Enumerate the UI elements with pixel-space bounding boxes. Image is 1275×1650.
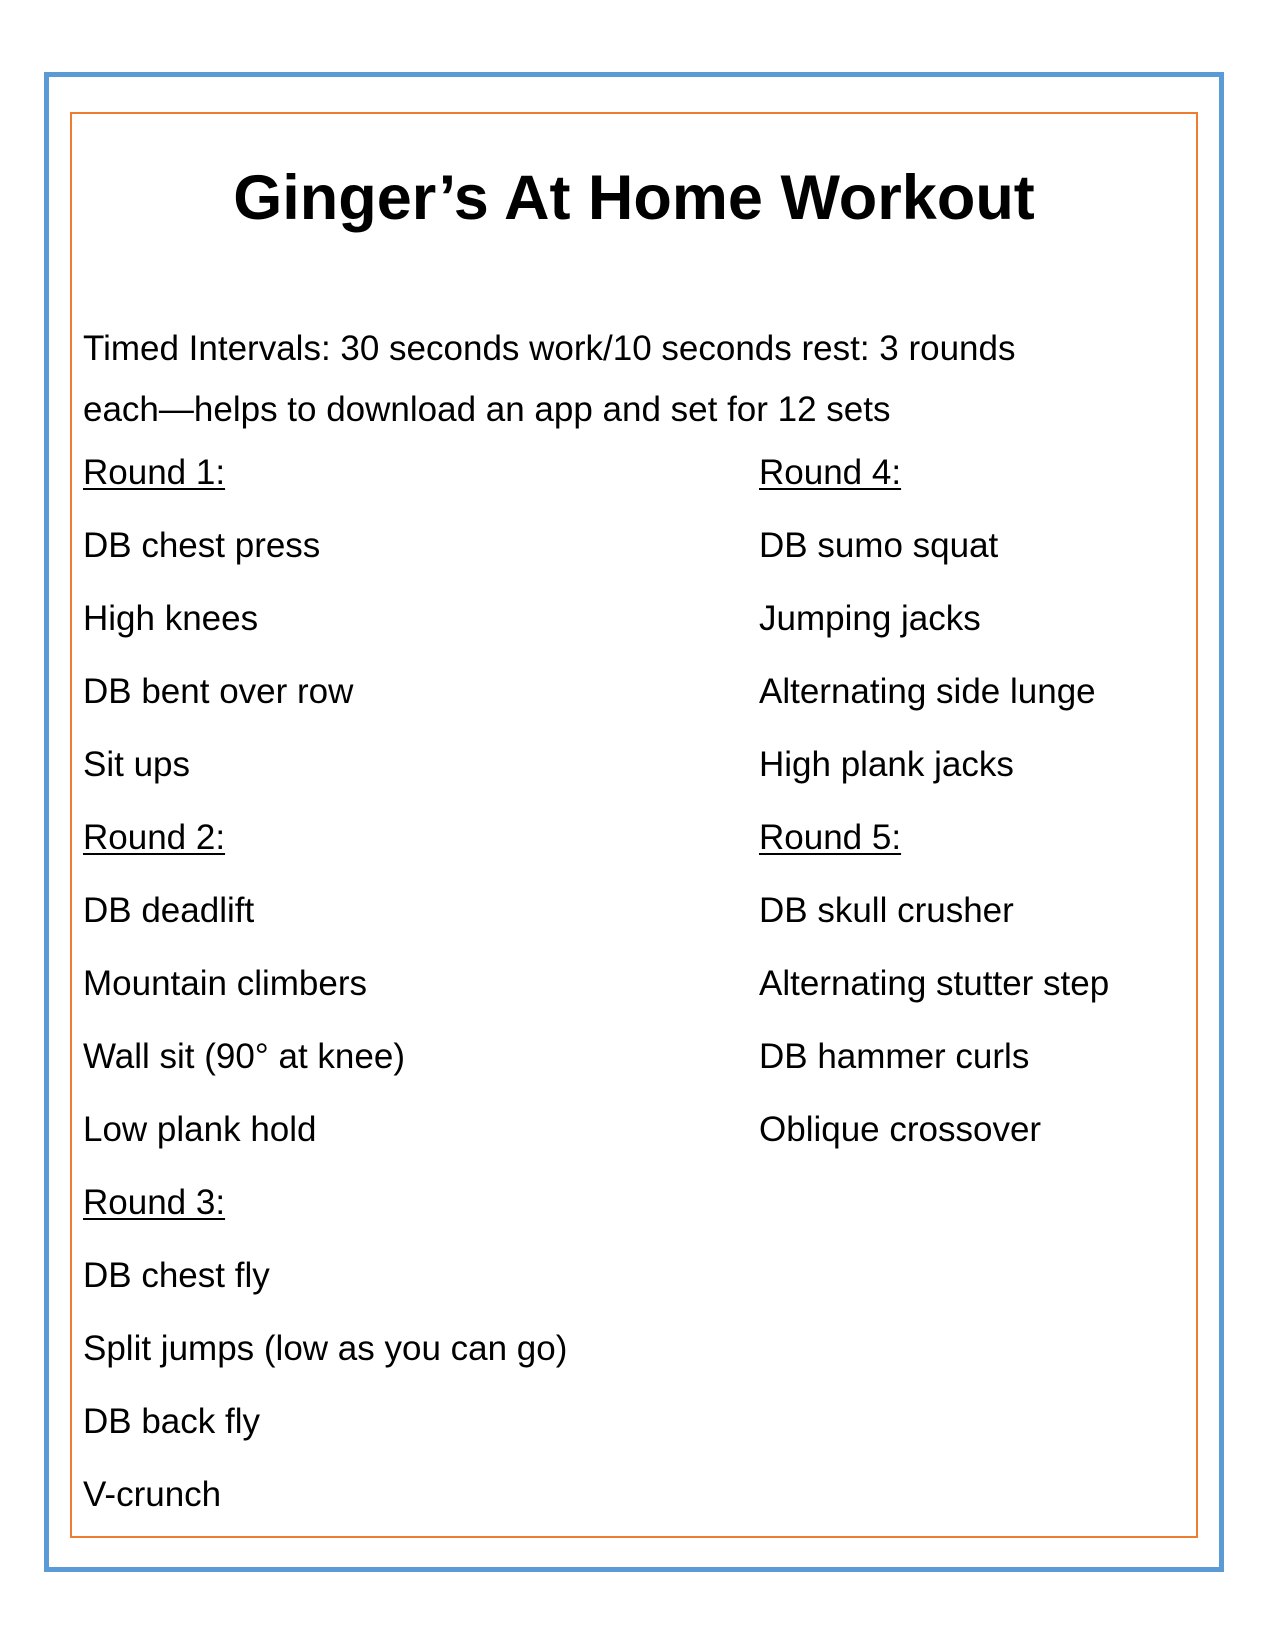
right-exercise-column — [759, 453, 1199, 1183]
exercise-item: Alternating stutter step — [759, 964, 1110, 1003]
exercise-item: Alternating side lunge — [759, 672, 1096, 711]
left-exercise-column — [83, 453, 703, 1548]
exercise-item: DB hammer curls — [759, 1037, 1030, 1076]
exercise-item: DB deadlift — [83, 891, 255, 930]
exercise-item: DB chest press — [83, 526, 321, 565]
round-heading: Round 1: — [83, 453, 226, 492]
exercise-item: Jumping jacks — [759, 599, 981, 638]
exercise-item: Oblique crossover — [759, 1110, 1042, 1149]
page-title: Ginger’s At Home Workout — [233, 163, 1035, 233]
round-heading: Round 4: — [759, 453, 902, 492]
exercise-item: High knees — [83, 599, 259, 638]
exercise-item: DB sumo squat — [759, 526, 999, 565]
round-heading: Round 5: — [759, 818, 902, 857]
exercise-item: High plank jacks — [759, 745, 1014, 784]
round-heading: Round 3: — [83, 1183, 226, 1222]
exercise-item: Low plank hold — [83, 1110, 317, 1149]
exercise-item: Split jumps (low as you can go) — [83, 1329, 568, 1368]
round-heading: Round 2: — [83, 818, 226, 857]
exercise-item: Mountain climbers — [83, 964, 367, 1003]
exercise-item: Wall sit (90° at knee) — [83, 1037, 405, 1076]
exercise-item: Sit ups — [83, 745, 190, 784]
exercise-item: DB skull crusher — [759, 891, 1014, 930]
intro-line-2: each—helps to download an app and set for 12 sets — [83, 390, 891, 429]
exercise-item: V-crunch — [83, 1475, 222, 1514]
exercise-item: DB bent over row — [83, 672, 354, 711]
exercise-item: DB back fly — [83, 1402, 260, 1441]
intro-paragraph — [83, 318, 1183, 440]
intro-line-1: Timed Intervals: 30 seconds work/10 seconds rest: 3 rounds — [83, 329, 1016, 368]
exercise-item: DB chest fly — [83, 1256, 270, 1295]
